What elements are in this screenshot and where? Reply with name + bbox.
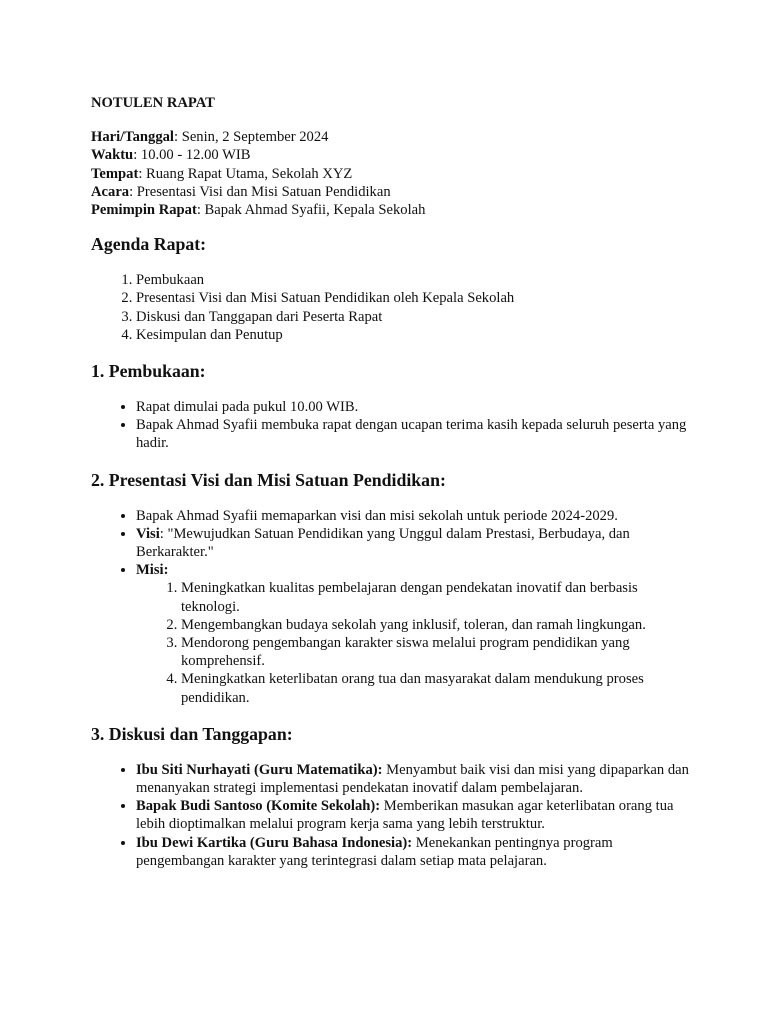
opening-list: [91, 398, 696, 453]
section-heading-presentation: 2. Presentasi Visi dan Misi Satuan Pendidikan:: [91, 469, 446, 490]
meta-row-date: [91, 128, 696, 146]
meta-row-place: [91, 165, 696, 183]
list-item: 3. Mendorong pengembangan karakter siswa melalui program pendidikan yang komprehensif.: [181, 634, 696, 670]
speaker-comment: Menekankan pentingnya program pengembangan karakter yang terintegrasi dalam setiap mata pelajaran.: [136, 834, 613, 869]
meta-value: Presentasi Visi dan Misi Satuan Pendidikan: [136, 183, 391, 200]
section-heading-opening: 1. Pembukaan:: [91, 361, 206, 382]
presentation-list: [91, 507, 696, 707]
meta-value: Senin, 2 September 2024: [181, 129, 329, 146]
visi-item: [136, 525, 696, 561]
meta-row-leader: [91, 201, 696, 219]
discussion-item: [136, 761, 696, 797]
list-item: 4. Meningkatkan keterlibatan orang tua dan masyarakat dalam mendukung proses pendidikan.: [181, 670, 696, 706]
list-item: • Bapak Ahmad Syafii membuka rapat dengan ucapan terima kasih kepada seluruh peserta yang hadir.: [136, 416, 696, 452]
meta-label: Hari/Tanggal: [91, 129, 174, 146]
list-item: 2. Mengembangkan budaya sekolah yang inklusif, toleran, dan ramah lingkungan.: [181, 616, 696, 634]
meta-separator: :: [196, 202, 205, 219]
list-item: 3. Diskusi dan Tanggapan dari Peserta Rapat: [136, 308, 696, 326]
meta-row-event: [91, 183, 696, 201]
speaker-comment: Memberikan masukan agar keterlibatan orang tua lebih dioptimalkan melalui program kerja sama yang lebih terstruktur.: [136, 798, 674, 833]
discussion-item: [136, 797, 696, 833]
visi-label: Visi: [136, 525, 160, 542]
misi-item: [136, 561, 696, 707]
meeting-details: [91, 128, 696, 219]
meta-separator: :: [138, 165, 147, 182]
visi-text: : "Mewujudkan Satuan Pendidikan yang Unggul dalam Prestasi, Berbudaya, dan Berkarakter.": [136, 525, 630, 561]
agenda-list: [91, 271, 696, 344]
agenda-heading: Agenda Rapat:: [91, 234, 207, 255]
meta-row-time: [91, 146, 696, 164]
meta-value: Bapak Ahmad Syafii, Kepala Sekolah: [204, 202, 426, 219]
list-item: 2. Presentasi Visi dan Misi Satuan Pendidikan oleh Kepala Sekolah: [136, 289, 696, 307]
speaker-comment: Menyambut baik visi dan misi yang dipaparkan dan menanyakan strategi implementasi pendekatan inovatif dalam pembelajaran.: [136, 761, 689, 797]
section-heading-discussion: 3. Diskusi dan Tanggapan:: [91, 723, 293, 744]
speaker-name: Ibu Siti Nurhayati (Guru Matematika):: [136, 761, 383, 778]
speaker-name: Ibu Dewi Kartika (Guru Bahasa Indonesia):: [136, 834, 413, 851]
meta-label: Acara: [91, 183, 130, 200]
document-title: NOTULEN RAPAT: [91, 95, 215, 111]
meta-label: Pemimpin Rapat: [91, 202, 197, 219]
misi-label: Misi:: [136, 562, 169, 579]
misi-list: [136, 579, 696, 706]
list-item: 4. Kesimpulan dan Penutup: [136, 326, 696, 344]
discussion-list: [91, 761, 696, 870]
list-item: 1. Pembukaan: [136, 271, 696, 289]
list-item: • Bapak Ahmad Syafii memaparkan visi dan misi sekolah untuk periode 2024-2029.: [136, 507, 696, 525]
meta-separator: :: [129, 183, 137, 200]
meta-label: Tempat: [91, 165, 139, 182]
meta-label: Waktu: [91, 147, 134, 164]
meta-value: Ruang Rapat Utama, Sekolah XYZ: [146, 165, 353, 182]
meta-value: 10.00 - 12.00 WIB: [140, 147, 251, 164]
list-item: 1. Meningkatkan kualitas pembelajaran dengan pendekatan inovatif dan berbasis teknologi.: [181, 579, 696, 615]
meta-separator: :: [174, 129, 182, 146]
meta-separator: :: [133, 147, 141, 164]
list-item: • Rapat dimulai pada pukul 10.00 WIB.: [136, 398, 696, 416]
speaker-name: Bapak Budi Santoso (Komite Sekolah):: [136, 798, 381, 815]
discussion-item: [136, 834, 696, 870]
